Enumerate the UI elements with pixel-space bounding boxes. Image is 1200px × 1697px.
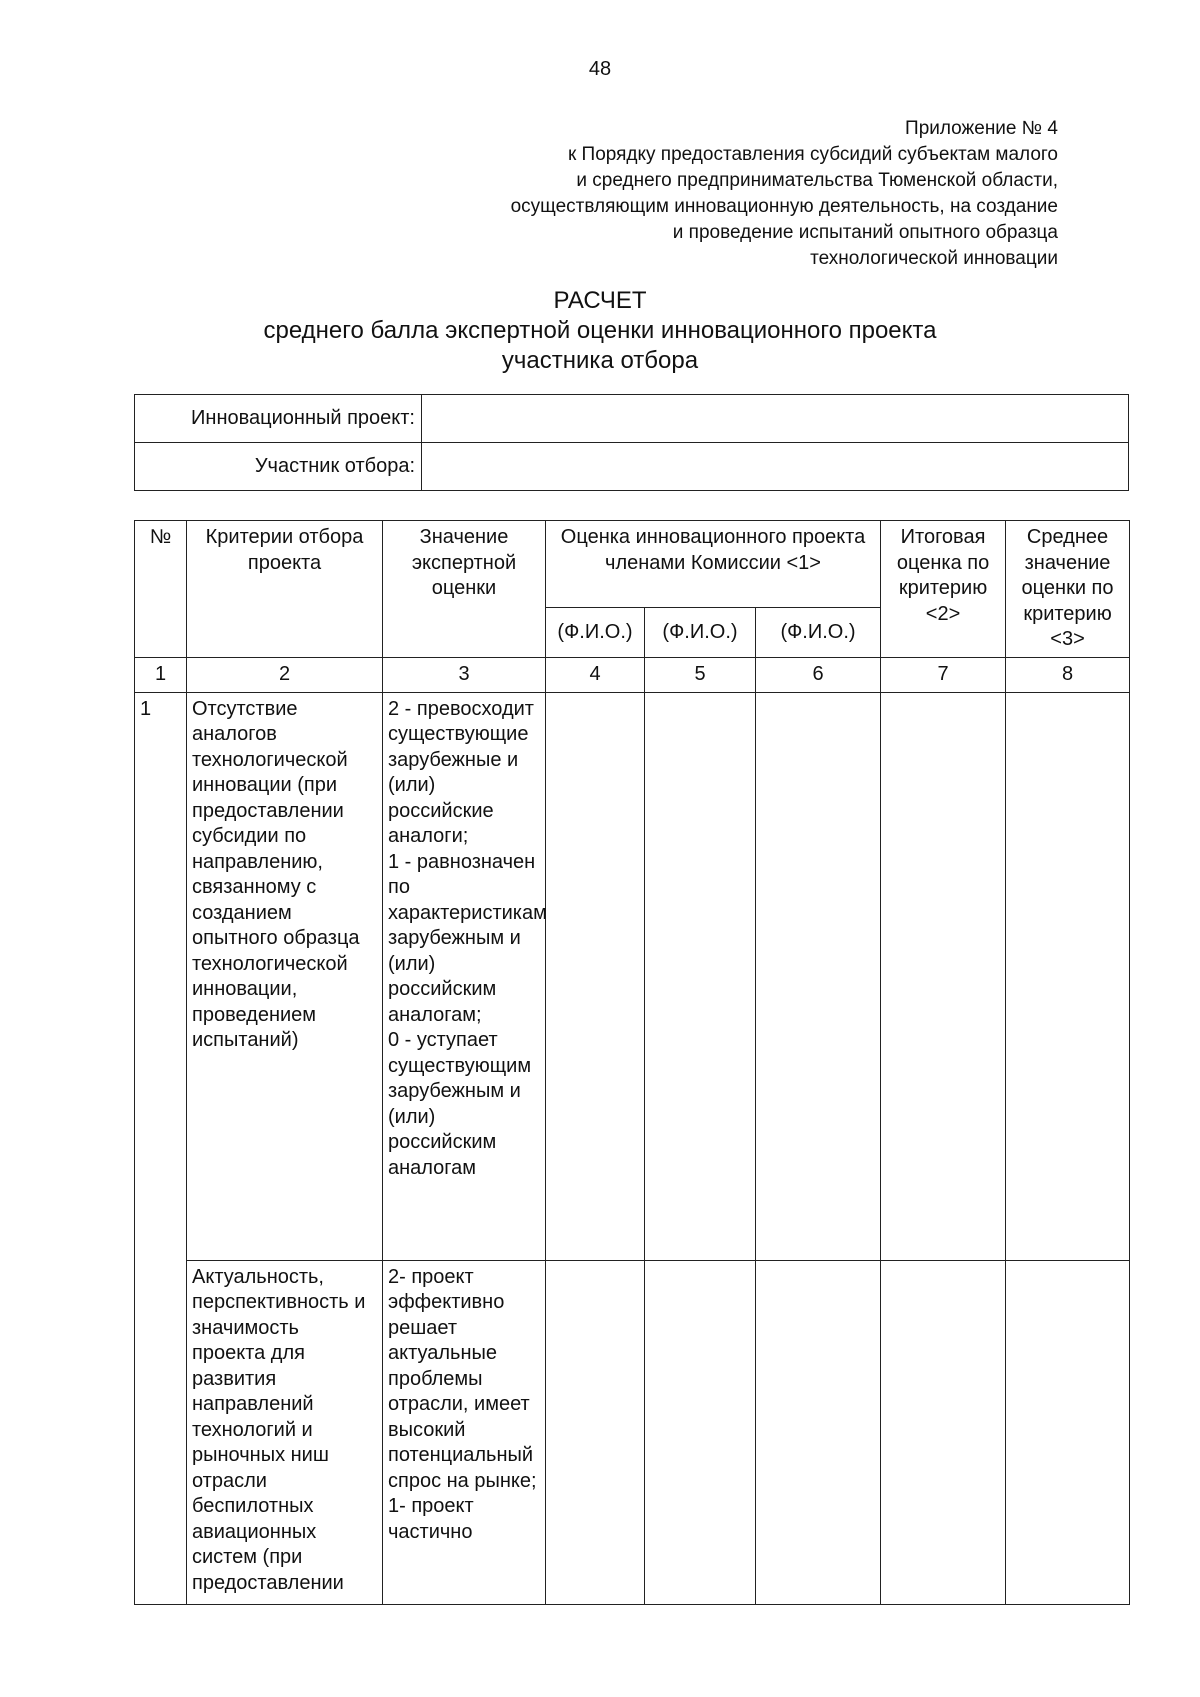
average-cell[interactable] bbox=[1006, 692, 1130, 1260]
total-cell[interactable] bbox=[881, 1260, 1006, 1605]
header-value: Значение экспертной оценки bbox=[383, 521, 546, 658]
title-subtitle: среднего балла экспертной оценки инновационного проекта bbox=[263, 317, 937, 344]
appendix-line: технологической инновации bbox=[810, 248, 1058, 269]
document-title bbox=[0, 286, 1200, 376]
average-cell[interactable] bbox=[1006, 1260, 1130, 1605]
column-number: 2 bbox=[187, 657, 383, 692]
criteria-cell: Актуальность, перспективность и значимость проекта для развития направлений технологий и рыночных ниш отрасли беспилотных авиационных систем (при предоставлении bbox=[187, 1260, 383, 1605]
header-row bbox=[135, 521, 1130, 608]
project-row bbox=[135, 395, 1129, 443]
header-total: Итоговая оценка по критерию <2> bbox=[881, 521, 1006, 658]
score-cell[interactable] bbox=[756, 692, 881, 1260]
column-number: 6 bbox=[756, 657, 881, 692]
total-cell[interactable] bbox=[881, 692, 1006, 1260]
appendix-note bbox=[511, 116, 1058, 272]
appendix-line: осуществляющим инновационную деятельность, на создание bbox=[510, 196, 1058, 217]
table-row bbox=[135, 1260, 1130, 1605]
appendix-line: и проведение испытаний опытного образца bbox=[672, 222, 1058, 243]
header-fio-3: (Ф.И.О.) bbox=[756, 608, 881, 657]
header-criteria: Критерии отбора проекта bbox=[187, 521, 383, 658]
score-cell[interactable] bbox=[645, 1260, 756, 1605]
value-cell bbox=[383, 1260, 546, 1605]
column-number: 3 bbox=[383, 657, 546, 692]
participant-value-field[interactable] bbox=[422, 443, 1129, 491]
value-line: 1- проект частично bbox=[388, 1495, 474, 1543]
score-cell[interactable] bbox=[546, 692, 645, 1260]
title-heading: РАСЧЕТ bbox=[553, 287, 647, 314]
appendix-line: к Порядку предоставления субсидий субъектам малого bbox=[567, 144, 1058, 165]
column-number: 7 bbox=[881, 657, 1006, 692]
value-line: 2- проект эффективно решает актуальные проблемы отрасли, имеет высокий потенциальный спрос на рынке; bbox=[388, 1265, 537, 1492]
score-cell[interactable] bbox=[756, 1260, 881, 1605]
project-label: Инновационный проект: bbox=[135, 395, 422, 443]
value-line: 2 - превосходит существующие зарубежные и (или) российские аналоги; bbox=[388, 697, 534, 847]
row-number: 1 bbox=[135, 692, 187, 1605]
project-value-field[interactable] bbox=[422, 395, 1129, 443]
header-average: Среднее значение оценки по критерию <3> bbox=[1006, 521, 1130, 658]
evaluation-table bbox=[134, 520, 1130, 1605]
table-row bbox=[135, 692, 1130, 1260]
column-number: 5 bbox=[645, 657, 756, 692]
title-subtitle-2: участника отбора bbox=[501, 347, 699, 374]
participant-label: Участник отбора: bbox=[135, 443, 422, 491]
participant-row bbox=[135, 443, 1129, 491]
project-info-table bbox=[134, 394, 1129, 491]
value-cell bbox=[383, 692, 546, 1260]
appendix-line: и среднего предпринимательства Тюменской области, bbox=[576, 170, 1058, 191]
column-number: 4 bbox=[546, 657, 645, 692]
header-fio-2: (Ф.И.О.) bbox=[645, 608, 756, 657]
value-line: 0 - уступает существующим зарубежным и (или) российским аналогам bbox=[388, 1029, 532, 1179]
column-number: 1 bbox=[135, 657, 187, 692]
column-number-row bbox=[135, 657, 1130, 692]
header-commission-evaluation: Оценка инновационного проекта членами Комиссии <1> bbox=[546, 521, 881, 608]
header-fio-1: (Ф.И.О.) bbox=[546, 608, 645, 657]
column-number: 8 bbox=[1006, 657, 1130, 692]
appendix-line: Приложение № 4 bbox=[905, 118, 1058, 139]
score-cell[interactable] bbox=[546, 1260, 645, 1605]
page-number: 48 bbox=[588, 58, 612, 80]
score-cell[interactable] bbox=[645, 692, 756, 1260]
header-number: № bbox=[135, 521, 187, 658]
criteria-cell: Отсутствие аналогов технологической инновации (при предоставлении субсидии по направлению, связанному с созданием опытного образца технологической инновации, проведением испытаний) bbox=[187, 692, 383, 1260]
value-line: 1 - равнозначен по характеристикам зарубежным и (или) российским аналогам; bbox=[388, 850, 547, 1026]
